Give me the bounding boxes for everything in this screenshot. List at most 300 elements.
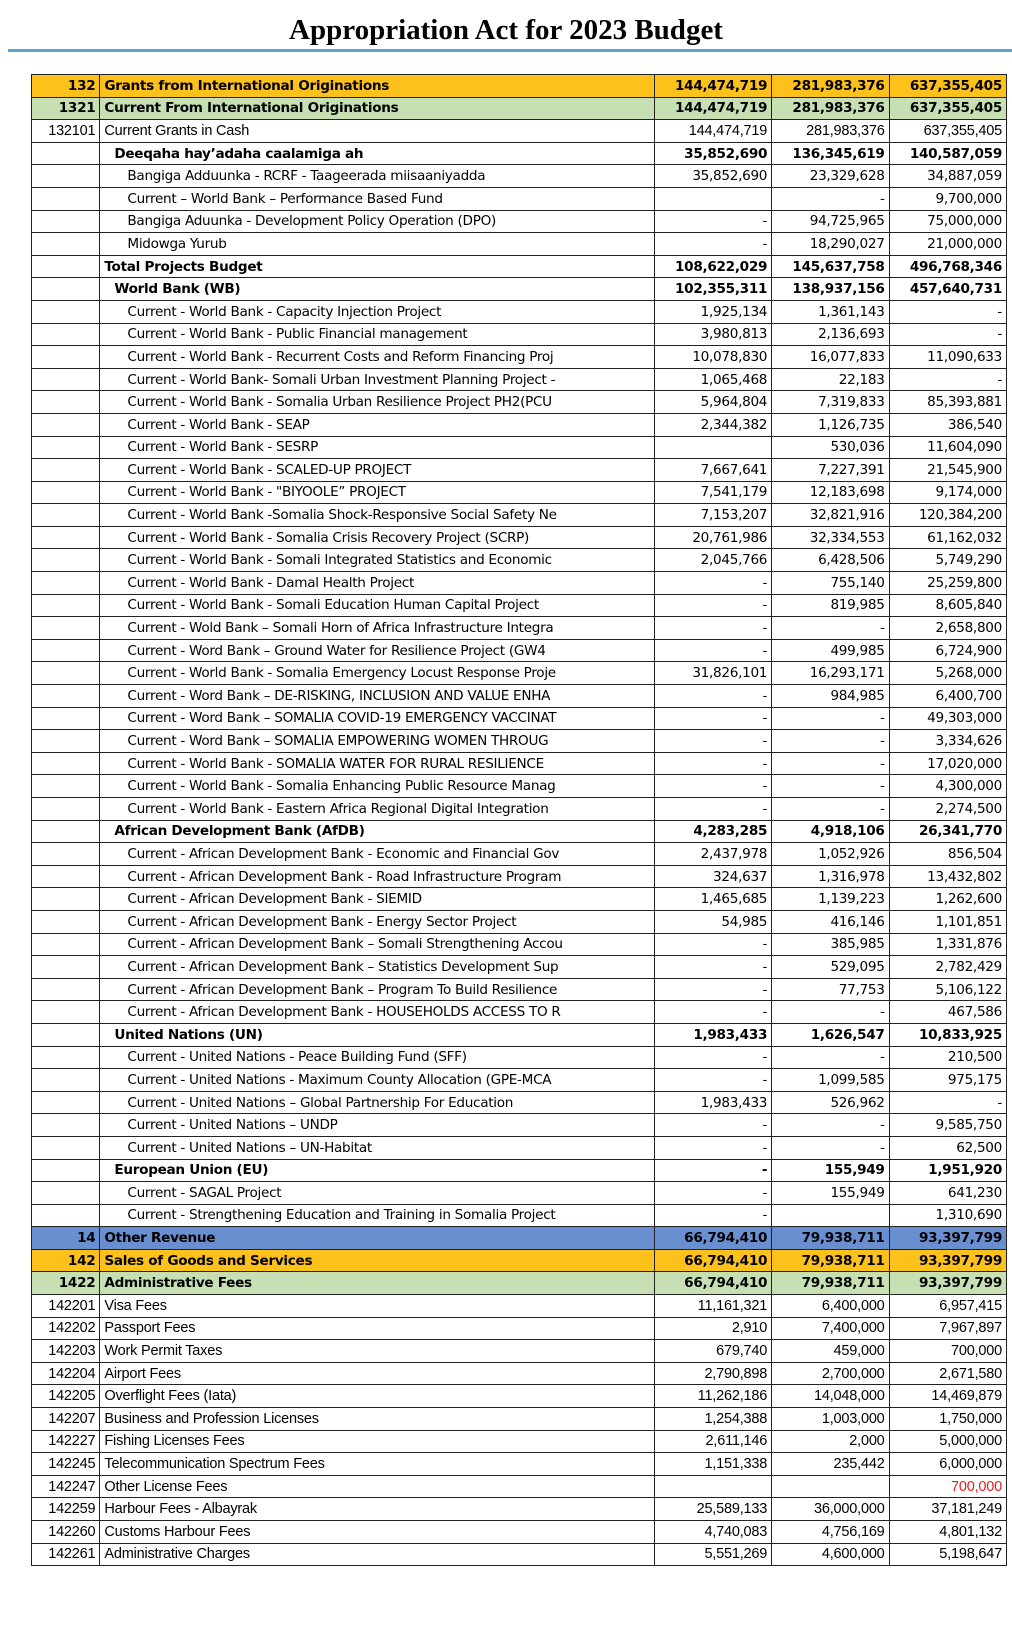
table-row xyxy=(32,1001,1007,1024)
row-value-col3: 14,469,879 xyxy=(889,1385,1006,1408)
row-value-col3: 5,198,647 xyxy=(889,1543,1006,1566)
row-value-col3: 25,259,800 xyxy=(889,572,1006,595)
row-value-col2: 459,000 xyxy=(772,1340,889,1363)
row-value-col3: 5,749,290 xyxy=(889,549,1006,572)
row-code: 142259 xyxy=(32,1498,100,1521)
row-value-col1: 2,611,146 xyxy=(654,1430,771,1453)
row-value-col3: 6,000,000 xyxy=(889,1453,1006,1476)
budget-table-body xyxy=(32,75,1007,1566)
row-code: 142260 xyxy=(32,1521,100,1544)
row-value-col1 xyxy=(654,436,771,459)
row-value-col3: 457,640,731 xyxy=(889,278,1006,301)
row-value-col3: 17,020,000 xyxy=(889,752,1006,775)
row-value-col1: 1,983,433 xyxy=(654,1023,771,1046)
row-value-col2: - xyxy=(772,1046,889,1069)
row-description: Current - World Bank - Somali Education Human Capital Project xyxy=(100,594,654,617)
row-code xyxy=(32,1159,100,1182)
row-value-col3: 6,400,700 xyxy=(889,685,1006,708)
row-description: Current - Word Bank – Ground Water for Resilience Project (GW4 xyxy=(100,639,654,662)
table-row xyxy=(32,910,1007,933)
row-value-col3: - xyxy=(889,300,1006,323)
row-value-col2: 77,753 xyxy=(772,978,889,1001)
row-code xyxy=(32,1001,100,1024)
row-code xyxy=(32,1136,100,1159)
row-code xyxy=(32,707,100,730)
row-value-col1: 5,964,804 xyxy=(654,391,771,414)
row-description: Current - Word Bank – SOMALIA COVID-19 EMERGENCY VACCINAT xyxy=(100,707,654,730)
row-description: Current - World Bank - Somali Integrated Statistics and Economic xyxy=(100,549,654,572)
row-description: Harbour Fees - Albayrak xyxy=(100,1498,654,1521)
row-description: Current - World Bank - SESRP xyxy=(100,436,654,459)
row-value-col1: 679,740 xyxy=(654,1340,771,1363)
row-description: Deeqaha hay’adaha caalamiga ah xyxy=(100,142,654,165)
table-row xyxy=(32,775,1007,798)
row-value-col1: 7,541,179 xyxy=(654,481,771,504)
row-value-col3: 9,700,000 xyxy=(889,187,1006,210)
row-code: 1422 xyxy=(32,1272,100,1295)
row-value-col1: - xyxy=(654,210,771,233)
row-value-col2: 155,949 xyxy=(772,1159,889,1182)
row-code xyxy=(32,481,100,504)
table-row xyxy=(32,526,1007,549)
row-value-col3: 467,586 xyxy=(889,1001,1006,1024)
row-code xyxy=(32,594,100,617)
row-value-col1: - xyxy=(654,1001,771,1024)
table-row xyxy=(32,436,1007,459)
row-value-col2: - xyxy=(772,1001,889,1024)
row-value-col1: - xyxy=(654,685,771,708)
row-value-col1: 10,078,830 xyxy=(654,346,771,369)
row-description: Other License Fees xyxy=(100,1475,654,1498)
row-value-col3: 1,750,000 xyxy=(889,1408,1006,1431)
row-value-col3: 49,303,000 xyxy=(889,707,1006,730)
table-row xyxy=(32,1362,1007,1385)
row-value-col3: 641,230 xyxy=(889,1182,1006,1205)
row-value-col1: 324,637 xyxy=(654,865,771,888)
table-row xyxy=(32,1046,1007,1069)
row-value-col3: 1,331,876 xyxy=(889,933,1006,956)
row-value-col1: 11,161,321 xyxy=(654,1295,771,1318)
row-value-col1: - xyxy=(654,1204,771,1227)
row-description: Airport Fees xyxy=(100,1362,654,1385)
table-row xyxy=(32,300,1007,323)
table-row xyxy=(32,549,1007,572)
row-value-col2: 2,700,000 xyxy=(772,1362,889,1385)
row-code: 142205 xyxy=(32,1385,100,1408)
table-row xyxy=(32,1159,1007,1182)
row-value-col1: - xyxy=(654,730,771,753)
row-value-col1: 20,761,986 xyxy=(654,526,771,549)
row-value-col2: - xyxy=(772,775,889,798)
row-value-col2: 530,036 xyxy=(772,436,889,459)
row-description: Current - African Development Bank – Program To Build Resilience xyxy=(100,978,654,1001)
row-value-col3: 85,393,881 xyxy=(889,391,1006,414)
row-code: 142204 xyxy=(32,1362,100,1385)
row-code: 132101 xyxy=(32,120,100,143)
row-code xyxy=(32,346,100,369)
row-value-col3: 2,782,429 xyxy=(889,956,1006,979)
table-row xyxy=(32,1091,1007,1114)
row-value-col2: 4,600,000 xyxy=(772,1543,889,1566)
row-value-col3: 93,397,799 xyxy=(889,1249,1006,1272)
table-row xyxy=(32,1114,1007,1137)
row-code xyxy=(32,504,100,527)
row-description: Grants from International Originations xyxy=(100,75,654,98)
table-row xyxy=(32,1340,1007,1363)
row-value-col3: 2,658,800 xyxy=(889,617,1006,640)
row-value-col1: 35,852,690 xyxy=(654,142,771,165)
row-value-col3: 1,951,920 xyxy=(889,1159,1006,1182)
page-title: Appropriation Act for 2023 Budget xyxy=(289,14,723,46)
title-rule-divider xyxy=(8,49,1012,52)
row-description: Administrative Fees xyxy=(100,1272,654,1295)
row-value-col3: 637,355,405 xyxy=(889,120,1006,143)
row-value-col1: - xyxy=(654,1182,771,1205)
row-value-col2: - xyxy=(772,730,889,753)
row-value-col3: 5,106,122 xyxy=(889,978,1006,1001)
row-code xyxy=(32,956,100,979)
table-row xyxy=(32,978,1007,1001)
row-code: 142 xyxy=(32,1249,100,1272)
row-value-col2: 79,938,711 xyxy=(772,1272,889,1295)
row-value-col1: - xyxy=(654,775,771,798)
row-description: Total Projects Budget xyxy=(100,255,654,278)
row-value-col3: 93,397,799 xyxy=(889,1227,1006,1250)
row-value-col1: 5,551,269 xyxy=(654,1543,771,1566)
row-value-col3: 11,090,633 xyxy=(889,346,1006,369)
row-value-col1: - xyxy=(654,707,771,730)
row-value-col2: 18,290,027 xyxy=(772,233,889,256)
budget-table xyxy=(31,74,1007,1566)
row-description: Current - World Bank- Somali Urban Investment Planning Project - xyxy=(100,368,654,391)
row-value-col2: 4,918,106 xyxy=(772,820,889,843)
row-value-col3: 1,310,690 xyxy=(889,1204,1006,1227)
row-value-col3: 9,174,000 xyxy=(889,481,1006,504)
table-row xyxy=(32,278,1007,301)
row-value-col3: 4,300,000 xyxy=(889,775,1006,798)
table-row xyxy=(32,1521,1007,1544)
row-code xyxy=(32,1114,100,1137)
row-value-col3: 6,957,415 xyxy=(889,1295,1006,1318)
row-value-col3: 8,605,840 xyxy=(889,594,1006,617)
row-value-col1: - xyxy=(654,1114,771,1137)
row-value-col1: 1,151,338 xyxy=(654,1453,771,1476)
row-code xyxy=(32,210,100,233)
row-value-col1: 66,794,410 xyxy=(654,1227,771,1250)
row-description: Midowga Yurub xyxy=(100,233,654,256)
row-value-col1: 144,474,719 xyxy=(654,120,771,143)
row-value-col2: 136,345,619 xyxy=(772,142,889,165)
row-value-col3: 11,604,090 xyxy=(889,436,1006,459)
row-description: Current - African Development Bank – Somali Strengthening Accou xyxy=(100,933,654,956)
row-code xyxy=(32,910,100,933)
row-value-col1: 1,983,433 xyxy=(654,1091,771,1114)
table-row xyxy=(32,798,1007,821)
row-code xyxy=(32,572,100,595)
row-value-col3: 34,887,059 xyxy=(889,165,1006,188)
row-code xyxy=(32,368,100,391)
row-description: Bangiga Adduunka - RCRF - Taageerada miisaaniyadda xyxy=(100,165,654,188)
row-code xyxy=(32,391,100,414)
row-value-col3: 7,967,897 xyxy=(889,1317,1006,1340)
table-row xyxy=(32,1385,1007,1408)
row-value-col1: - xyxy=(654,978,771,1001)
row-description: Current - World Bank - Somalia Crisis Recovery Project (SCRP) xyxy=(100,526,654,549)
row-value-col1: - xyxy=(654,594,771,617)
row-value-col2: 32,334,553 xyxy=(772,526,889,549)
row-value-col1: 2,910 xyxy=(654,1317,771,1340)
row-value-col2: 235,442 xyxy=(772,1453,889,1476)
row-code xyxy=(32,413,100,436)
row-code xyxy=(32,526,100,549)
row-value-col2: 12,183,698 xyxy=(772,481,889,504)
row-code xyxy=(32,255,100,278)
row-value-col2: 1,139,223 xyxy=(772,888,889,911)
table-row xyxy=(32,187,1007,210)
row-code xyxy=(32,685,100,708)
row-description: Current – World Bank – Performance Based Fund xyxy=(100,187,654,210)
row-value-col1: 2,437,978 xyxy=(654,843,771,866)
row-code xyxy=(32,187,100,210)
row-value-col1: 66,794,410 xyxy=(654,1272,771,1295)
table-row xyxy=(32,707,1007,730)
row-value-col2: - xyxy=(772,798,889,821)
row-value-col2: - xyxy=(772,752,889,775)
row-value-col2: 755,140 xyxy=(772,572,889,595)
table-row xyxy=(32,843,1007,866)
table-row xyxy=(32,255,1007,278)
table-row xyxy=(32,1136,1007,1159)
row-value-col2: 22,183 xyxy=(772,368,889,391)
row-code xyxy=(32,1091,100,1114)
row-description: World Bank (WB) xyxy=(100,278,654,301)
row-description: Work Permit Taxes xyxy=(100,1340,654,1363)
row-description: Current - World Bank - Recurrent Costs and Reform Financing Proj xyxy=(100,346,654,369)
row-code: 14 xyxy=(32,1227,100,1250)
row-value-col1: 35,852,690 xyxy=(654,165,771,188)
row-value-col3: 3,334,626 xyxy=(889,730,1006,753)
row-value-col1: - xyxy=(654,639,771,662)
row-value-col2: 79,938,711 xyxy=(772,1249,889,1272)
table-row xyxy=(32,1430,1007,1453)
row-value-col3: 496,768,346 xyxy=(889,255,1006,278)
row-value-col2: 1,316,978 xyxy=(772,865,889,888)
row-value-col1: 11,262,186 xyxy=(654,1385,771,1408)
row-value-col1 xyxy=(654,1475,771,1498)
row-value-col3: 700,000 xyxy=(889,1475,1006,1498)
row-value-col2: 2,136,693 xyxy=(772,323,889,346)
row-value-col2: 529,095 xyxy=(772,956,889,979)
row-code xyxy=(32,820,100,843)
table-row xyxy=(32,1295,1007,1318)
table-row xyxy=(32,1408,1007,1431)
row-code xyxy=(32,865,100,888)
row-value-col1: - xyxy=(654,1069,771,1092)
row-description: Current - World Bank - Somalia Enhancing Public Resource Manag xyxy=(100,775,654,798)
row-description: Current - Word Bank – SOMALIA EMPOWERING WOMEN THROUG xyxy=(100,730,654,753)
table-row xyxy=(32,752,1007,775)
row-value-col1: - xyxy=(654,798,771,821)
row-description: Bangiga Aduunka - Development Policy Operation (DPO) xyxy=(100,210,654,233)
row-value-col2: 16,077,833 xyxy=(772,346,889,369)
row-code xyxy=(32,323,100,346)
row-description: Current From International Originations xyxy=(100,97,654,120)
row-description: Current - African Development Bank - Economic and Financial Gov xyxy=(100,843,654,866)
row-value-col2: 155,949 xyxy=(772,1182,889,1205)
row-value-col1: 108,622,029 xyxy=(654,255,771,278)
row-value-col1: - xyxy=(654,1159,771,1182)
table-row xyxy=(32,1069,1007,1092)
row-description: Current - World Bank - SOMALIA WATER FOR RURAL RESILIENCE xyxy=(100,752,654,775)
row-value-col1: - xyxy=(654,1046,771,1069)
row-value-col2: 281,983,376 xyxy=(772,75,889,98)
row-value-col2: 6,428,506 xyxy=(772,549,889,572)
row-value-col1: - xyxy=(654,233,771,256)
row-value-col3: 21,545,900 xyxy=(889,459,1006,482)
row-value-col2: - xyxy=(772,1136,889,1159)
row-value-col3: 637,355,405 xyxy=(889,75,1006,98)
row-value-col3: 120,384,200 xyxy=(889,504,1006,527)
row-value-col2: 32,821,916 xyxy=(772,504,889,527)
row-code: 142207 xyxy=(32,1408,100,1431)
row-code xyxy=(32,888,100,911)
row-description: Current - World Bank - Somalia Emergency Locust Response Proje xyxy=(100,662,654,685)
row-code xyxy=(32,1182,100,1205)
row-value-col1: 7,153,207 xyxy=(654,504,771,527)
table-row xyxy=(32,142,1007,165)
table-row xyxy=(32,165,1007,188)
row-description: Administrative Charges xyxy=(100,1543,654,1566)
table-row xyxy=(32,820,1007,843)
table-row xyxy=(32,730,1007,753)
row-description: Current - World Bank - Capacity Injection Project xyxy=(100,300,654,323)
row-value-col3: 2,671,580 xyxy=(889,1362,1006,1385)
table-row xyxy=(32,1475,1007,1498)
row-code xyxy=(32,142,100,165)
row-value-col2: 6,400,000 xyxy=(772,1295,889,1318)
row-value-col3: - xyxy=(889,368,1006,391)
row-code xyxy=(32,436,100,459)
row-value-col3: 386,540 xyxy=(889,413,1006,436)
row-description: Current - Word Bank – DE-RISKING, INCLUSION AND VALUE ENHA xyxy=(100,685,654,708)
row-code xyxy=(32,933,100,956)
row-value-col2: 94,725,965 xyxy=(772,210,889,233)
row-value-col2: - xyxy=(772,187,889,210)
table-row xyxy=(32,933,1007,956)
row-value-col2: 1,052,926 xyxy=(772,843,889,866)
row-value-col2: - xyxy=(772,617,889,640)
table-row xyxy=(32,1272,1007,1295)
row-value-col2: 79,938,711 xyxy=(772,1227,889,1250)
row-value-col3: 26,341,770 xyxy=(889,820,1006,843)
row-code: 142261 xyxy=(32,1543,100,1566)
row-code xyxy=(32,843,100,866)
row-value-col2: - xyxy=(772,707,889,730)
table-row xyxy=(32,1543,1007,1566)
row-value-col3: 6,724,900 xyxy=(889,639,1006,662)
table-row xyxy=(32,594,1007,617)
row-value-col1: 31,826,101 xyxy=(654,662,771,685)
row-value-col2: 1,003,000 xyxy=(772,1408,889,1431)
row-code: 142201 xyxy=(32,1295,100,1318)
table-row xyxy=(32,685,1007,708)
row-value-col2: 819,985 xyxy=(772,594,889,617)
row-value-col2: 7,319,833 xyxy=(772,391,889,414)
row-value-col2: 7,400,000 xyxy=(772,1317,889,1340)
table-row xyxy=(32,368,1007,391)
row-description: Other Revenue xyxy=(100,1227,654,1250)
row-value-col3: 10,833,925 xyxy=(889,1023,1006,1046)
row-value-col1: - xyxy=(654,752,771,775)
row-value-col1: 144,474,719 xyxy=(654,97,771,120)
row-value-col1: 54,985 xyxy=(654,910,771,933)
row-description: African Development Bank (AfDB) xyxy=(100,820,654,843)
row-value-col3: 21,000,000 xyxy=(889,233,1006,256)
table-row xyxy=(32,1317,1007,1340)
row-description: Current - SAGAL Project xyxy=(100,1182,654,1205)
row-value-col3: 975,175 xyxy=(889,1069,1006,1092)
row-code xyxy=(32,798,100,821)
row-value-col2: 7,227,391 xyxy=(772,459,889,482)
row-value-col3: 700,000 xyxy=(889,1340,1006,1363)
table-row xyxy=(32,120,1007,143)
table-row xyxy=(32,481,1007,504)
row-value-col2: 23,329,628 xyxy=(772,165,889,188)
table-row xyxy=(32,210,1007,233)
table-row xyxy=(32,572,1007,595)
row-value-col2: 526,962 xyxy=(772,1091,889,1114)
row-value-col1: 144,474,719 xyxy=(654,75,771,98)
row-value-col1: 25,589,133 xyxy=(654,1498,771,1521)
table-row xyxy=(32,459,1007,482)
row-value-col3: 93,397,799 xyxy=(889,1272,1006,1295)
row-description: Current - United Nations – UNDP xyxy=(100,1114,654,1137)
row-value-col1: 1,925,134 xyxy=(654,300,771,323)
row-description: Current - African Development Bank – Statistics Development Sup xyxy=(100,956,654,979)
row-value-col1: 2,045,766 xyxy=(654,549,771,572)
row-value-col2: 281,983,376 xyxy=(772,97,889,120)
table-row xyxy=(32,888,1007,911)
row-value-col2: 385,985 xyxy=(772,933,889,956)
row-value-col2: 2,000 xyxy=(772,1430,889,1453)
row-value-col3: 1,262,600 xyxy=(889,888,1006,911)
row-value-col3: 13,432,802 xyxy=(889,865,1006,888)
row-description: Business and Profession Licenses xyxy=(100,1408,654,1431)
row-code: 142202 xyxy=(32,1317,100,1340)
row-value-col3: 637,355,405 xyxy=(889,97,1006,120)
table-row xyxy=(32,1249,1007,1272)
row-value-col1: 7,667,641 xyxy=(654,459,771,482)
row-description: United Nations (UN) xyxy=(100,1023,654,1046)
table-row xyxy=(32,617,1007,640)
table-row xyxy=(32,1204,1007,1227)
row-code: 142247 xyxy=(32,1475,100,1498)
table-row xyxy=(32,1182,1007,1205)
row-description: Current - World Bank - SCALED-UP PROJECT xyxy=(100,459,654,482)
table-row xyxy=(32,75,1007,98)
row-value-col1: 1,065,468 xyxy=(654,368,771,391)
row-description: Current - World Bank - SEAP xyxy=(100,413,654,436)
row-value-col1: - xyxy=(654,933,771,956)
table-row xyxy=(32,504,1007,527)
row-value-col2: 1,099,585 xyxy=(772,1069,889,1092)
table-row xyxy=(32,346,1007,369)
row-code xyxy=(32,730,100,753)
row-value-col3: 4,801,132 xyxy=(889,1521,1006,1544)
row-code xyxy=(32,1046,100,1069)
row-description: European Union (EU) xyxy=(100,1159,654,1182)
row-value-col2: 499,985 xyxy=(772,639,889,662)
